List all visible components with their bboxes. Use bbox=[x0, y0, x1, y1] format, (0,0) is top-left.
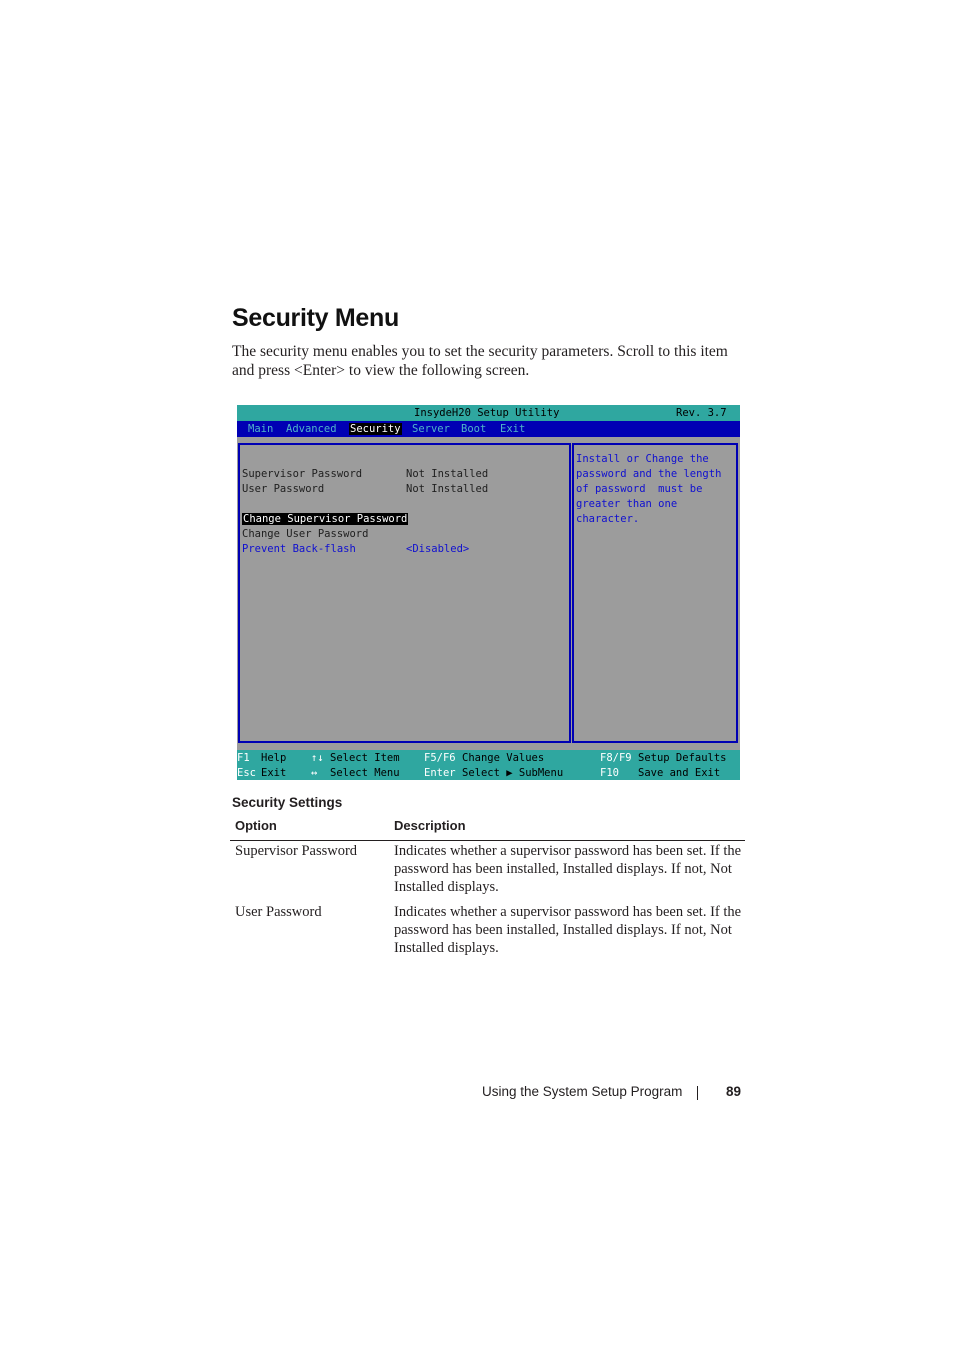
bios-key-f5f6: F5/F6 bbox=[424, 752, 456, 764]
bios-help-line: password and the length bbox=[576, 468, 722, 480]
bios-item-user-password: User Password bbox=[242, 483, 325, 495]
table-cell-option: User Password bbox=[235, 904, 322, 920]
bios-key-enter: Enter bbox=[424, 767, 456, 779]
bios-settings-panel bbox=[238, 443, 571, 743]
footer-chapter: Using the System Setup Program bbox=[482, 1084, 683, 1099]
bios-key-f5f6-label: Change Values bbox=[462, 752, 545, 764]
bios-key-f10: F10 bbox=[600, 767, 619, 779]
bios-menu-exit[interactable]: Exit bbox=[500, 423, 526, 435]
bios-key-f10-label: Save and Exit bbox=[638, 767, 721, 779]
bios-item-prevent-back-flash[interactable]: Prevent Back-flash bbox=[242, 543, 356, 555]
bios-menu-advanced[interactable]: Advanced bbox=[286, 423, 337, 435]
bios-menu-server[interactable]: Server bbox=[412, 423, 450, 435]
bios-help-line: greater than one bbox=[576, 498, 678, 510]
bios-key-f1-label: Help bbox=[261, 752, 287, 764]
table-caption: Security Settings bbox=[232, 795, 343, 810]
bios-key-f1: F1 bbox=[237, 752, 250, 764]
page-title: Security Menu bbox=[232, 304, 399, 332]
bios-title: InsydeH20 Setup Utility bbox=[414, 407, 560, 419]
table-header-rule bbox=[230, 840, 745, 841]
bios-key-esc-label: Exit bbox=[261, 767, 287, 779]
bios-key-f8f9-label: Setup Defaults bbox=[638, 752, 727, 764]
table-header-option: Option bbox=[235, 818, 277, 833]
bios-revision: Rev. 3.7 bbox=[676, 407, 727, 419]
bios-item-supervisor-password-value: Not Installed bbox=[406, 468, 489, 480]
bios-item-user-password-value: Not Installed bbox=[406, 483, 489, 495]
bios-help-line: of password must be bbox=[576, 483, 703, 495]
table-header-description: Description bbox=[394, 818, 466, 833]
table-cell-option: Supervisor Password bbox=[235, 843, 358, 859]
bios-help-panel bbox=[572, 443, 738, 743]
bios-title-bar bbox=[237, 405, 740, 421]
bios-menu-boot[interactable]: Boot bbox=[461, 423, 487, 435]
table-cell-description: Indicates whether a supervisor password has been set. If the password has been installed, Installed displays. If not, Not Installed displays. bbox=[394, 904, 742, 956]
bios-item-change-supervisor-password[interactable]: Change Supervisor Password bbox=[243, 513, 408, 525]
bios-help-line: character. bbox=[576, 513, 640, 525]
table-cell-description: Indicates whether a supervisor password has been set. If the password has been installed, Installed displays. If not, Not Installed displays. bbox=[394, 843, 742, 895]
bios-key-enter-label: Select ▶ SubMenu bbox=[462, 767, 564, 779]
bios-key-leftright-icon: ↔ bbox=[311, 767, 318, 779]
bios-item-prevent-back-flash-value[interactable]: <Disabled> bbox=[406, 543, 470, 555]
bios-menu-security[interactable]: Security bbox=[350, 423, 401, 435]
page-number: 89 bbox=[726, 1084, 742, 1099]
bios-item-supervisor-password: Supervisor Password bbox=[242, 468, 363, 480]
bios-help-line: Install or Change the bbox=[576, 453, 709, 465]
bios-key-f8f9: F8/F9 bbox=[600, 752, 632, 764]
bios-key-leftright-label: Select Menu bbox=[330, 767, 400, 779]
bios-menu-bar bbox=[237, 421, 740, 437]
bios-key-legend bbox=[237, 750, 740, 780]
footer-separator bbox=[697, 1086, 698, 1100]
bios-key-esc: Esc bbox=[237, 767, 256, 779]
bios-menu-main[interactable]: Main bbox=[248, 423, 274, 435]
bios-screenshot bbox=[237, 405, 740, 780]
bios-key-updown-icon: ↑↓ bbox=[311, 752, 324, 764]
bios-item-change-user-password[interactable]: Change User Password bbox=[242, 528, 369, 540]
intro-paragraph: The security menu enables you to set the security parameters. Scroll to this item and press <Enter> to view the following screen. bbox=[232, 343, 728, 379]
bios-key-updown-label: Select Item bbox=[330, 752, 400, 764]
